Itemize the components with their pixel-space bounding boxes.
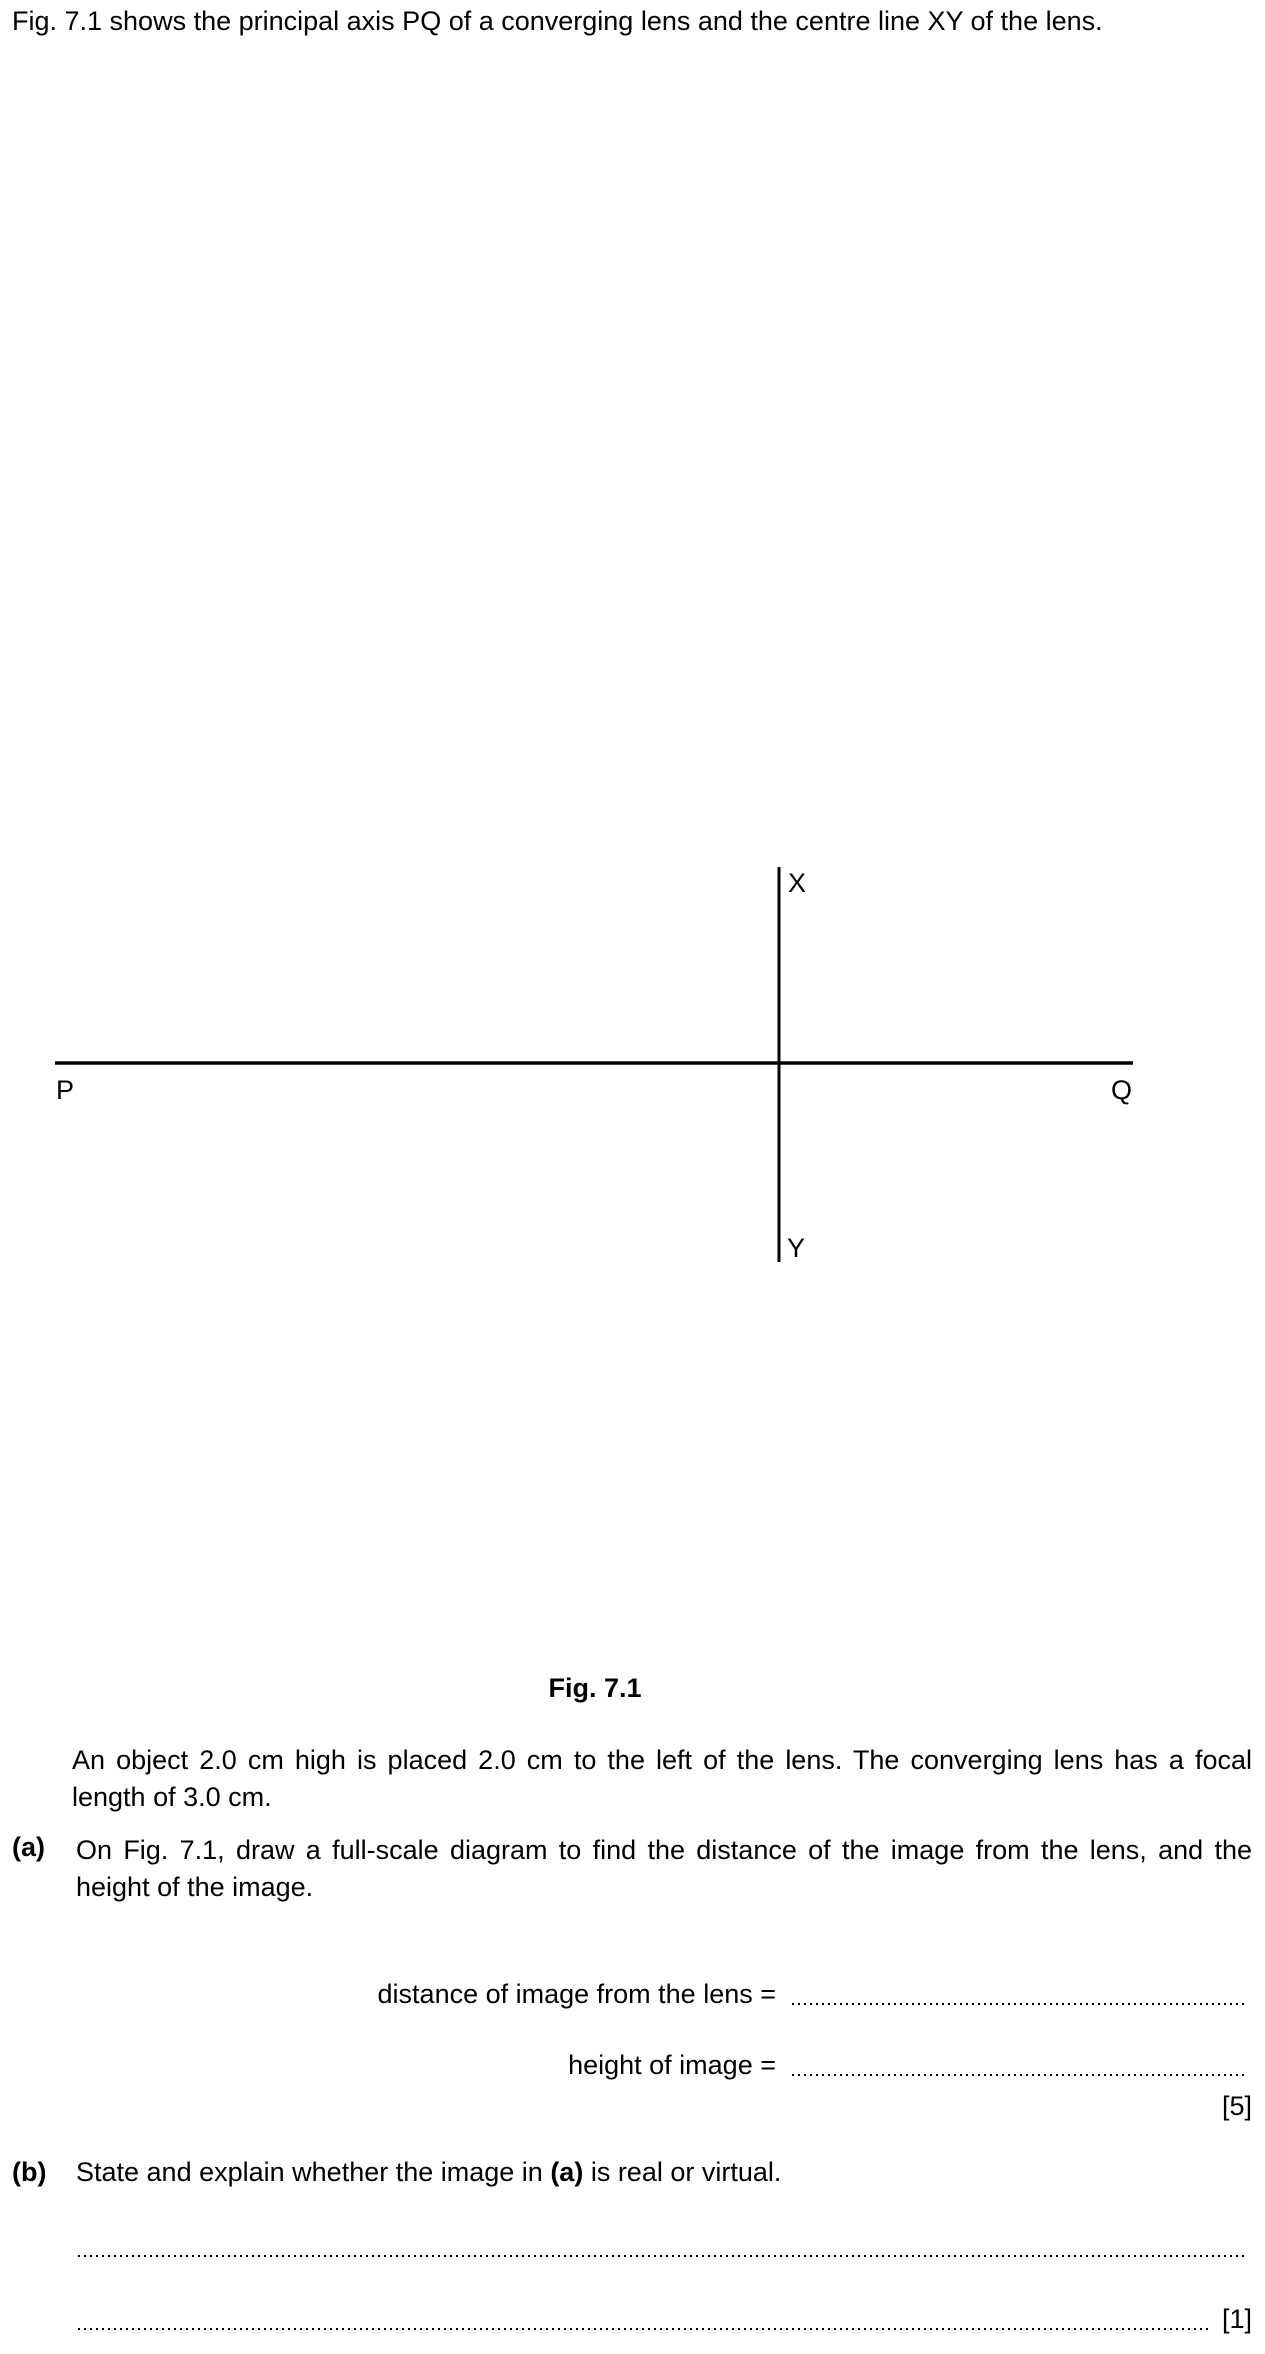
part-a-text: On Fig. 7.1, draw a full-scale diagram to find the distance of the image from the lens, and the height of the image. [76,1835,1252,1902]
part-a-label: (a) [12,1832,45,1862]
answer-label-height: height of image = [568,2050,776,2080]
figure-caption: Fig. 7.1 [548,1673,642,1703]
part-b-marks: [1] [1221,2304,1252,2334]
part-b-text [76,2157,781,2188]
part-b-label: (b) [12,2157,47,2187]
answer-line-b-1[interactable] [76,2254,1248,2258]
axis-label-p: P [56,1075,75,1105]
axis-label-q: Q [1111,1075,1133,1105]
axis-label-x: X [788,868,807,898]
answer-line-b-2[interactable] [76,2327,1210,2331]
part-b-text-reference: (a) [550,2157,584,2187]
question-stem: An object 2.0 cm high is placed 2.0 cm to the left of the lens. The converging lens has a focal length of 3.0 cm. [72,1745,1252,1812]
answer-label-distance: distance of image from the lens = [377,1979,776,2009]
axis-label-y: Y [787,1233,806,1263]
part-b-text-before: State and explain whether the image in [76,2157,551,2187]
part-b-text-after: is real or virtual. [583,2157,782,2187]
answer-line-height[interactable] [790,2073,1248,2077]
answer-line-distance[interactable] [790,2002,1248,2006]
part-a-marks: [5] [1221,2091,1252,2121]
intro-text: Fig. 7.1 shows the principal axis PQ of a converging lens and the centre line XY of the lens. [12,6,1103,36]
